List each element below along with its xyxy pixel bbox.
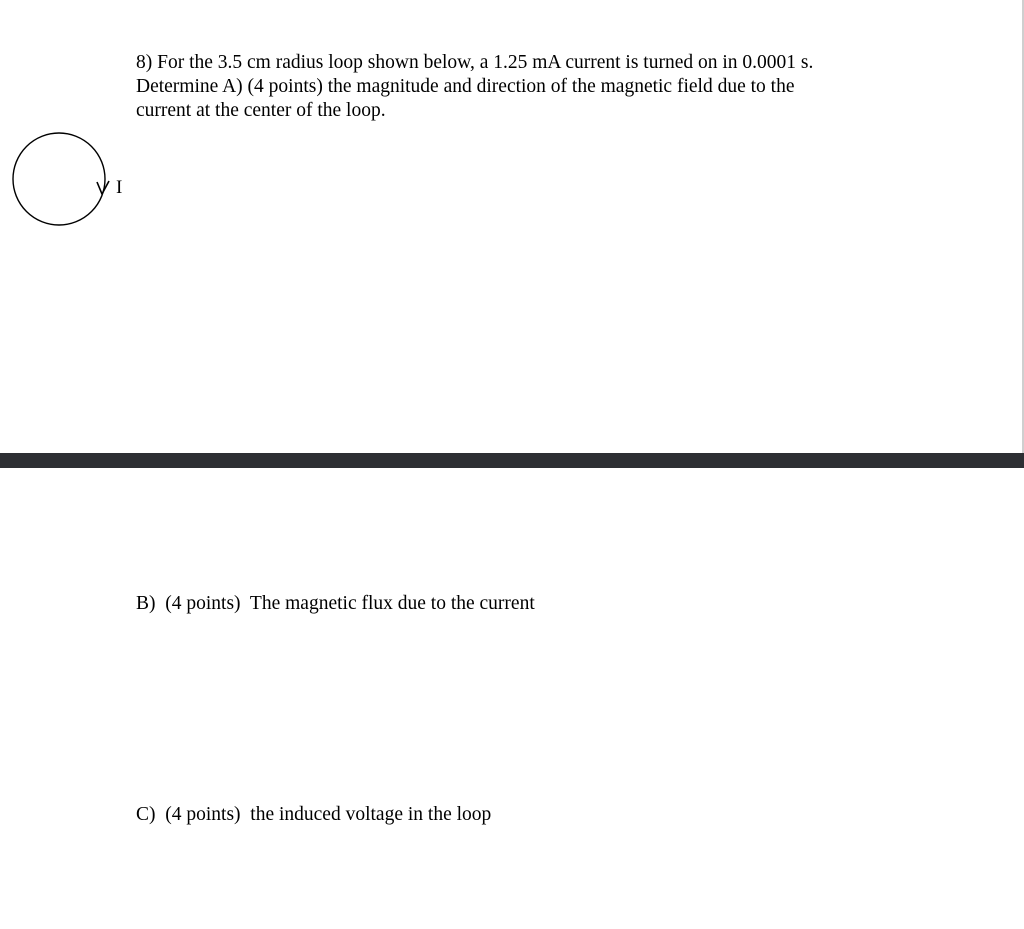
page-2: [0, 468, 1024, 929]
question-prompt: [136, 51, 856, 123]
page-separator: [0, 453, 1024, 468]
question-line-3: current at the center of the loop.: [136, 100, 386, 121]
page-1: [0, 0, 1024, 453]
current-label: I: [116, 177, 123, 198]
current-loop-circle: [13, 133, 105, 225]
question-line-2: Determine A) (4 points) the magnitude and direction of the magnetic field due to the: [136, 76, 795, 97]
question-line-1: 8) For the 3.5 cm radius loop shown below, a 1.25 mA current is turned on in 0.0001 s.: [136, 52, 814, 73]
current-loop-diagram: [0, 125, 140, 235]
part-c-prompt: C) (4 points) the induced voltage in the loop: [136, 804, 492, 825]
part-b-prompt: B) (4 points) The magnetic flux due to the current: [136, 593, 535, 614]
current-direction-arrow-icon: [97, 181, 109, 194]
